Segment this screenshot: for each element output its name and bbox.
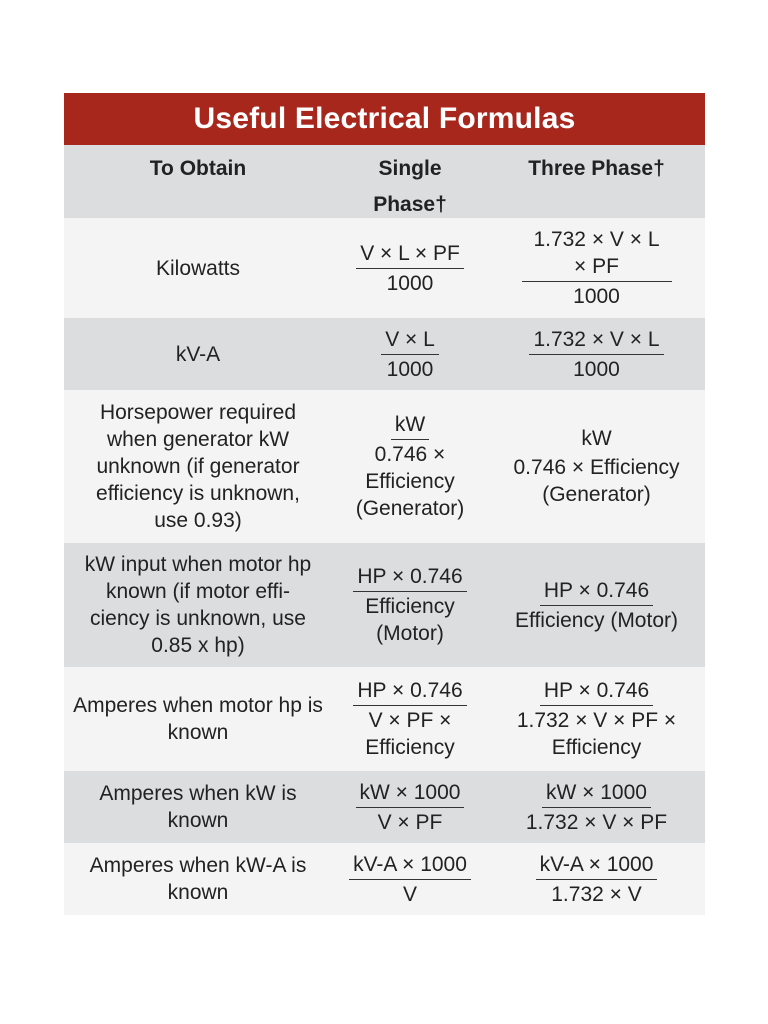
denominator: 1000 xyxy=(386,357,434,381)
denominator: 0.746 × Efficiency (Generator) xyxy=(513,456,680,506)
single-phase-formula xyxy=(332,239,488,298)
single-phase-formula xyxy=(332,325,488,384)
numerator: HP × 0.746 xyxy=(353,562,466,592)
single-phase-formula xyxy=(332,850,488,909)
denominator: 1.732 × V × PF × Efficiency xyxy=(516,709,677,759)
table-row-kw-input xyxy=(64,543,705,667)
three-phase-formula xyxy=(488,778,705,837)
header-three-phase: Three Phase† xyxy=(528,157,665,180)
three-phase-formula xyxy=(488,850,705,909)
numerator: 1.732 × V × L xyxy=(529,325,663,355)
header-to-obtain: To Obtain xyxy=(149,157,247,180)
row-label: Kilowatts xyxy=(155,256,241,280)
single-phase-formula xyxy=(332,778,488,837)
three-phase-formula xyxy=(488,576,705,635)
denominator: 1.732 × V × PF xyxy=(525,810,668,834)
table-row-kva xyxy=(64,318,705,390)
numerator: V × L × PF xyxy=(356,239,464,269)
table-row-amperes-kw xyxy=(64,771,705,843)
single-phase-formula xyxy=(332,676,488,762)
three-phase-formula xyxy=(488,325,705,384)
three-phase-formula xyxy=(488,225,705,311)
denominator: Efficiency (Motor) xyxy=(515,608,678,632)
row-label: Amperes when motor hp is known xyxy=(73,694,323,744)
table-row-kilowatts xyxy=(64,218,705,318)
single-phase-formula xyxy=(332,410,488,523)
table-title: Useful Electrical Formulas xyxy=(64,93,705,145)
table-row-amperes-hp xyxy=(64,667,705,771)
denominator: V xyxy=(402,882,417,906)
row-label: kW input when motor hp known (if motor effi-ciency is unknown, use 0.85 x hp) xyxy=(84,553,312,657)
denominator: 1000 xyxy=(573,357,620,381)
table-row-amperes-kwa xyxy=(64,843,705,915)
table-row-horsepower xyxy=(64,390,705,543)
formula-table xyxy=(64,93,705,915)
denominator: 1000 xyxy=(386,271,434,295)
numerator: kW × 1000 xyxy=(542,778,651,808)
numerator: HP × 0.746 xyxy=(353,676,466,706)
table-header-row xyxy=(64,145,705,218)
numerator: V × L xyxy=(381,325,439,355)
row-label: Amperes when kW is known xyxy=(99,782,297,832)
header-single-phase: Single Phase† xyxy=(373,157,447,216)
three-phase-formula xyxy=(488,424,705,509)
row-label: kV-A xyxy=(175,342,221,366)
numerator: 1.732 × V × L × PF xyxy=(522,225,672,282)
numerator: kV-A × 1000 xyxy=(536,850,658,880)
denominator: 1000 xyxy=(573,285,620,308)
row-label: Amperes when kW-A is known xyxy=(89,854,307,904)
numerator: HP × 0.746 xyxy=(540,676,653,706)
denominator: V × PF xyxy=(377,810,443,834)
denominator: 1.732 × V xyxy=(551,882,642,906)
numerator: kW xyxy=(391,410,429,440)
numerator: kV-A × 1000 xyxy=(349,850,471,880)
numerator: kW xyxy=(581,427,612,450)
denominator: Efficiency (Motor) xyxy=(365,595,455,645)
row-label: Horsepower required when generator kW unknown (if generator efficiency is unknown, use 0.93) xyxy=(96,401,300,532)
single-phase-formula xyxy=(332,562,488,648)
numerator: HP × 0.746 xyxy=(540,576,653,606)
three-phase-formula xyxy=(488,676,705,762)
numerator: kW × 1000 xyxy=(356,778,465,808)
denominator: 0.746 × Efficiency (Generator) xyxy=(355,443,465,520)
denominator: V × PF × Efficiency xyxy=(365,709,455,759)
